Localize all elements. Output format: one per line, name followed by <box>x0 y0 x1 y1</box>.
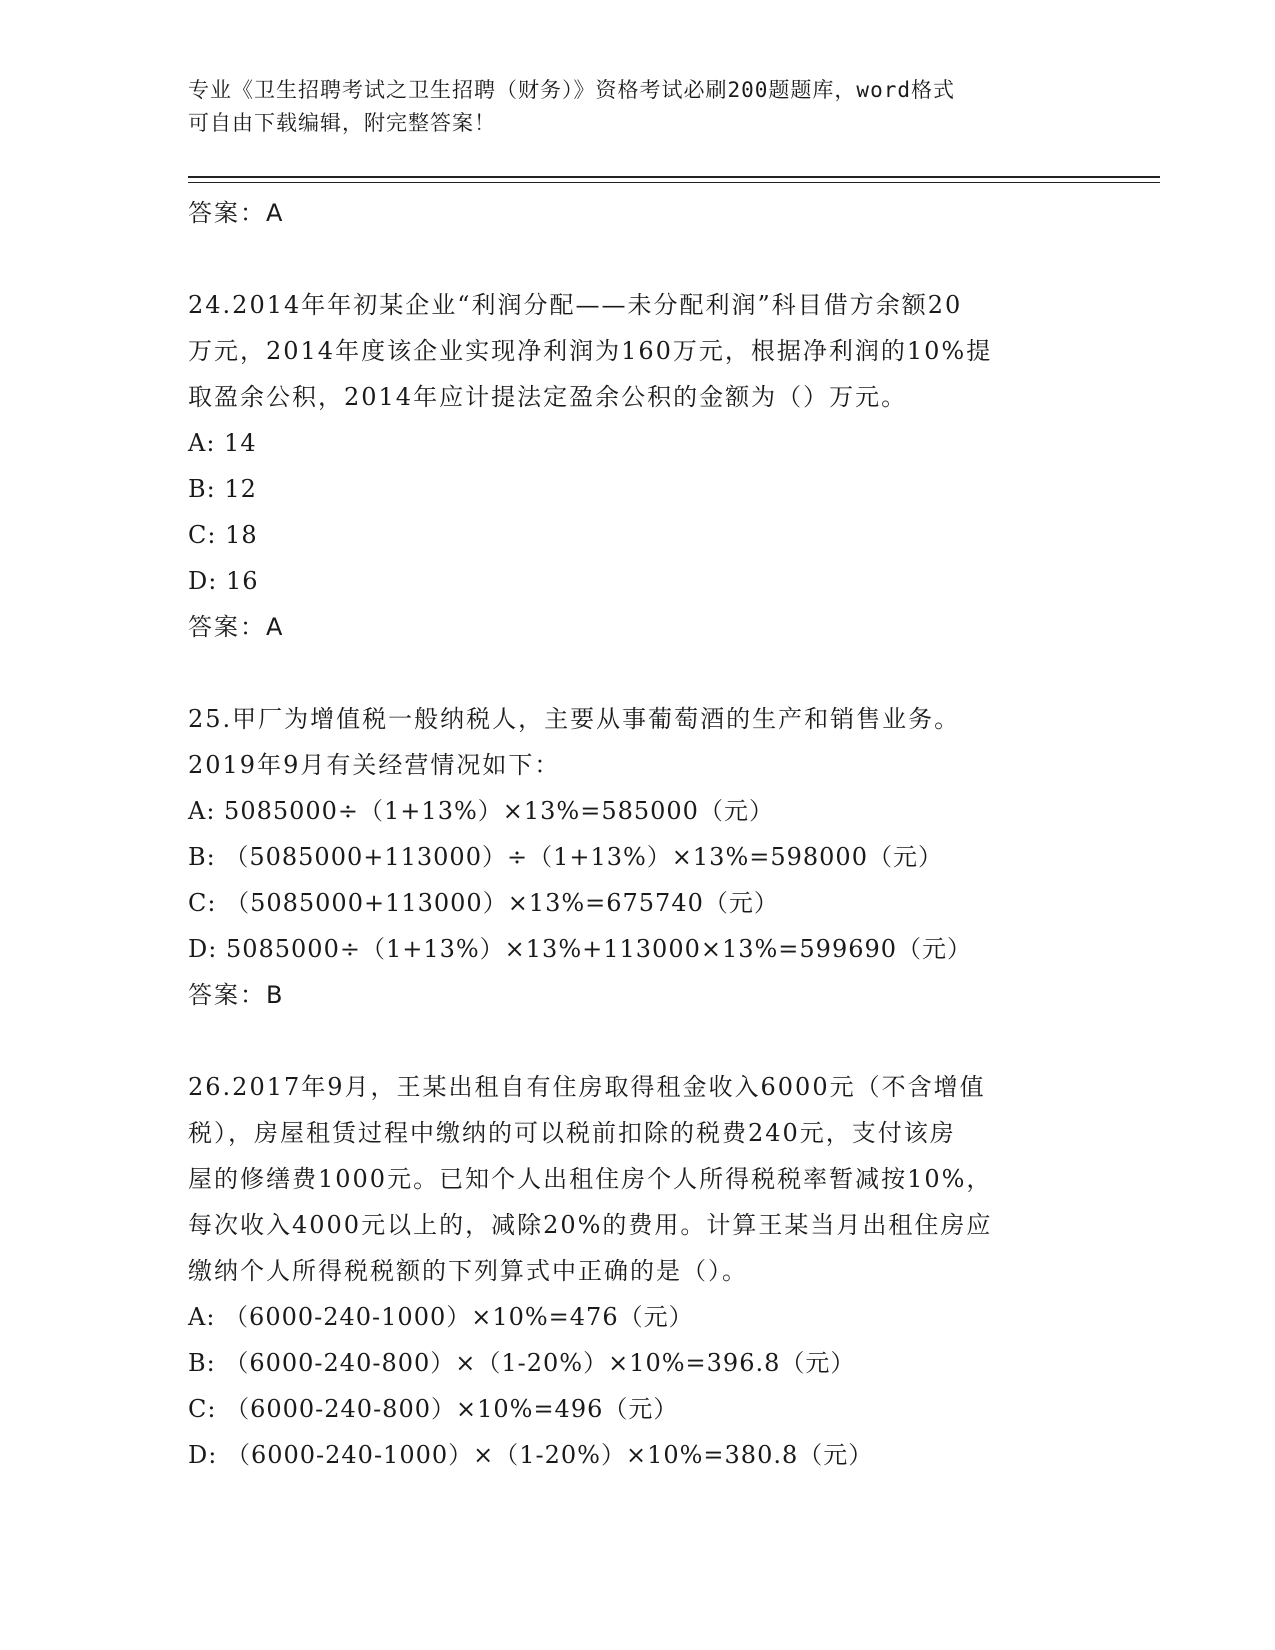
spacer <box>188 236 1068 282</box>
question-text-line: 屋的修缮费1000元。已知个人出租住房个人所得税税率暂减按10%， <box>188 1165 993 1193</box>
header-divider-thin <box>188 182 1160 183</box>
prev-answer: 答案：A <box>188 199 285 227</box>
question-text-line: 万元，2014年度该企业实现净利润为160万元，根据净利润的10%提 <box>188 337 993 365</box>
question-text-line: 24.2014年年初某企业“利润分配——未分配利润”科目借方余额20 <box>188 291 963 319</box>
question-text-line: 2019年9月有关经营情况如下： <box>188 751 561 779</box>
answer: 答案：B <box>188 981 285 1009</box>
question-text-line: 26.2017年9月，王某出租自有住房取得租金收入6000元（不含增值 <box>188 1073 986 1101</box>
question-text-line: 25.甲厂为增值税一般纳税人，主要从事葡萄酒的生产和销售业务。 <box>188 705 961 733</box>
option-d: D: （6000-240-1000）×（1-20%）×10%=380.8（元） <box>188 1441 874 1469</box>
question-24 <box>188 282 1068 650</box>
option-a: A: 5085000÷（1+13%）×13%=585000（元） <box>188 797 774 825</box>
question-26 <box>188 1064 1068 1478</box>
option-c: C: （5085000+113000）×13%=675740（元） <box>188 889 779 917</box>
spacer <box>188 1018 1068 1064</box>
option-a: A: 14 <box>188 429 257 457</box>
question-text-line: 缴纳个人所得税税额的下列算式中正确的是（）。 <box>188 1257 748 1285</box>
question-text-line: 税），房屋租赁过程中缴纳的可以税前扣除的税费240元，支付该房 <box>188 1119 956 1147</box>
option-b: B: 12 <box>188 475 257 503</box>
header-line-2: 可自由下载编辑，附完整答案！ <box>188 111 496 135</box>
document-header <box>188 74 1088 140</box>
option-a: A: （6000-240-1000）×10%=476（元） <box>188 1303 694 1331</box>
question-25 <box>188 696 1068 1018</box>
question-text-line: 每次收入4000元以上的，减除20%的费用。计算王某当月出租住房应 <box>188 1211 993 1239</box>
header-line-1: 专业《卫生招聘考试之卫生招聘（财务）》资格考试必刷200题题库，word格式 <box>188 78 955 102</box>
header-divider-thick <box>188 176 1160 178</box>
spacer <box>188 650 1068 696</box>
option-d: D: 5085000÷（1+13%）×13%+113000×13%=599690（元） <box>188 935 973 963</box>
option-b: B: （5085000+113000）÷（1+13%）×13%=598000（元） <box>188 843 943 871</box>
option-d: D: 16 <box>188 567 259 595</box>
option-c: C: 18 <box>188 521 258 549</box>
option-c: C: （6000-240-800）×10%=496（元） <box>188 1395 679 1423</box>
document-body <box>188 190 1068 1478</box>
question-text-line: 取盈余公积，2014年应计提法定盈余公积的金额为（）万元。 <box>188 383 908 411</box>
option-b: B: （6000-240-800）×（1-20%）×10%=396.8（元） <box>188 1349 856 1377</box>
answer: 答案：A <box>188 613 285 641</box>
